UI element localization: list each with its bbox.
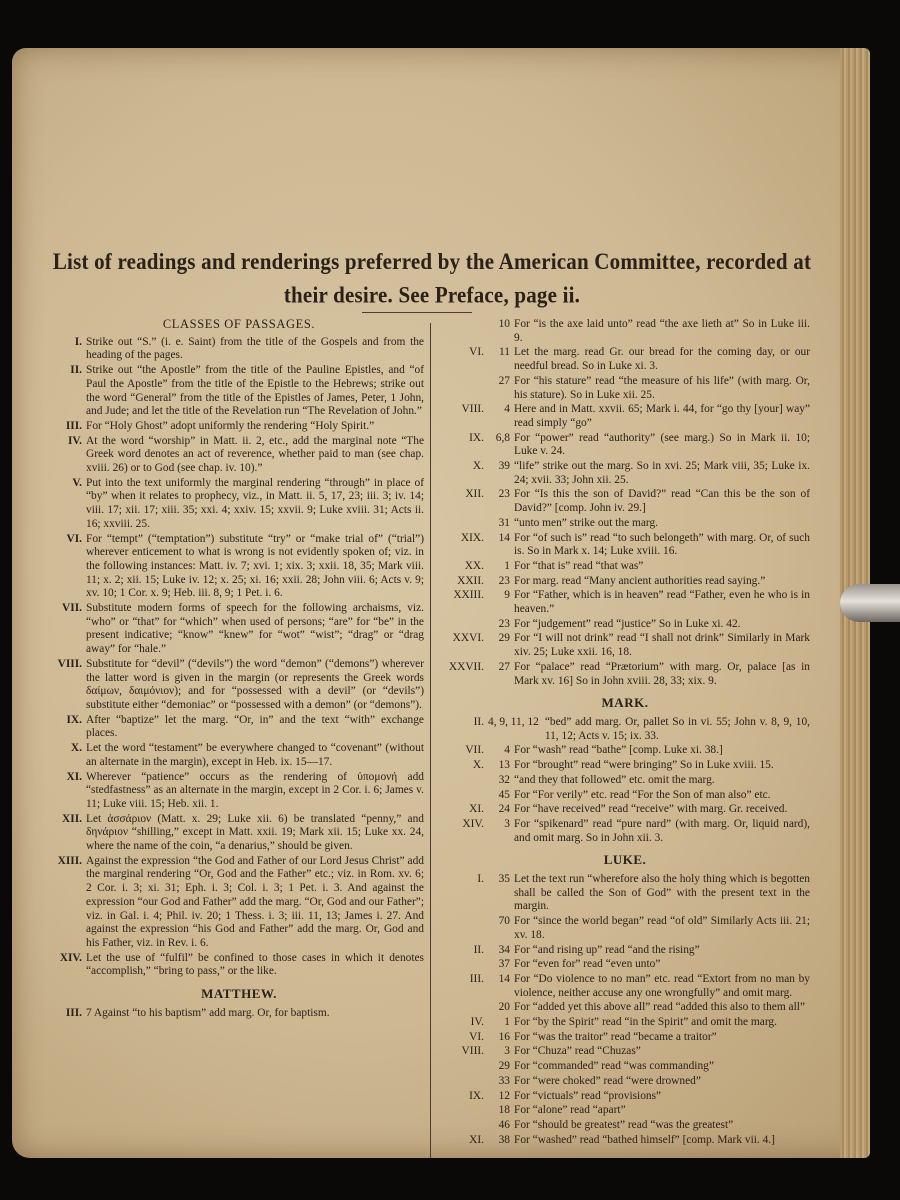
chapter-number: III. <box>65 1006 82 1019</box>
verse-number: 1 <box>504 559 510 572</box>
class-entry <box>54 602 424 657</box>
verse-number: 23 <box>498 617 510 630</box>
mark-list <box>440 716 810 845</box>
class-text: Let the use of “fulfil” be confined to those cases in which it denotes “accomplish,” “bring to pass,” or the like. <box>86 951 424 978</box>
luke-entry <box>440 1090 810 1104</box>
class-text: Let ἀσσάριον (Matt. x. 29; Luke xii. 6) be translated “penny,” and δηνάριον “shilling,” except in Matt. xxii. 19; Mark xii. 15; Luke xx. 24, where the name of the coin, “a denarius,” should be given. <box>86 812 424 853</box>
chapter-number: XIV. <box>462 817 484 830</box>
entry-text: For “Do violence to no man” etc. read “Extort from no man by violence, neither accuse any one wrongfully” and omit marg. <box>514 972 810 999</box>
chapter-number <box>440 1075 488 1089</box>
mark-entry <box>440 759 810 773</box>
verse-number: 12 <box>498 1089 510 1102</box>
class-number: IV. <box>67 434 82 447</box>
luke-entry <box>440 1001 810 1015</box>
chapter-number: XII. <box>465 488 484 501</box>
verse-number: 23 <box>498 574 510 587</box>
entry-text: For “commanded” read “was commanding” <box>514 1060 714 1073</box>
verse-number: 11 <box>499 346 510 359</box>
luke-entry <box>440 1016 810 1030</box>
matthew-entry <box>440 589 810 616</box>
verse-number: 18 <box>498 1104 510 1117</box>
entry-text: For “by the Spirit” read “in the Spirit” and omit the marg. <box>514 1016 777 1029</box>
chapter-number: IX. <box>469 431 484 444</box>
class-entry <box>54 336 424 363</box>
class-entry <box>54 658 424 713</box>
class-text: At the word “worship” in Matt. ii. 2, etc., add the marginal note “The Greek word denotes an act of reverence, whether paid to man (see chap. xviii. 26) or to God (see chap. iv. 10).” <box>86 434 424 475</box>
matthew-entry <box>440 460 810 487</box>
left-column <box>54 318 424 1021</box>
entry-text: For “brought” read “were bringing” So in Luke xviii. 15. <box>514 759 774 772</box>
class-number: VIII. <box>57 657 82 670</box>
entry-text: For “spikenard” read “pure nard” (with marg. Or, liquid nard), and omit marg. So in John xii. 3. <box>514 817 810 844</box>
verse-number: 24 <box>498 803 510 816</box>
classes-list <box>54 336 424 979</box>
entry-text: For “should be greatest” read “was the greatest” <box>514 1118 734 1131</box>
entry-text: For “Chuza” read “Chuzas” <box>514 1045 641 1058</box>
luke-entry <box>440 944 810 958</box>
chapter-number: XXVII. <box>448 660 484 673</box>
chapter-number <box>440 774 488 788</box>
luke-entry <box>440 1134 810 1148</box>
chapter-number <box>440 915 488 942</box>
chapter-number: X. <box>472 759 484 772</box>
entry-text: For “was the traitor” read “became a traitor” <box>514 1030 717 1043</box>
verse-number: 33 <box>498 1074 510 1087</box>
class-entry <box>54 533 424 602</box>
page-title <box>42 244 822 311</box>
entry-text: For “judgement” read “justice” So in Luke xi. 42. <box>514 617 741 630</box>
matthew-left-list <box>54 1007 424 1021</box>
matthew-entry <box>440 618 810 632</box>
verse-number: 45 <box>498 788 510 801</box>
entry-text: 7 Against “to his baptism” add marg. Or, for baptism. <box>86 1006 330 1019</box>
chapter-number <box>440 1001 488 1015</box>
verse-number: 4 <box>504 744 510 757</box>
entry-text: Let the marg. read Gr. our bread for the coming day, or our needful bread. So in Luke xi. 3. <box>514 346 810 373</box>
entry-text: For “victuals” read “provisions” <box>514 1089 662 1102</box>
class-entry <box>54 771 424 812</box>
class-text: For “tempt” (“temptation”) substitute “try” or “make trial of” (“trial”) wherever enticement to what is wrong is not evidently spoken of; viz. in the following instances: Matt. iv. 7; xvi. 1; xix. 3; xxii. 18, 35; Mark viii. 11; x. 2; xii. 15; Luke iv. 12; x. 25; xi. 16; xxii. 28; John viii. 6; Acts v. 9; xv. 10; 1 Cor. x. 9; Heb. iii. 8, 9; 1 Pet. i. 6. <box>86 532 424 600</box>
chapter-number: VII. <box>465 744 484 757</box>
class-number: XIV. <box>59 951 82 964</box>
title-rule <box>362 312 472 313</box>
chapter-number: XX. <box>464 559 484 572</box>
verse-number: 23 <box>498 488 510 501</box>
title-line-1: List of readings and renderings preferred by the American Committee, recorded at <box>52 247 812 275</box>
verse-number: 39 <box>498 460 510 473</box>
class-number: X. <box>70 742 82 755</box>
chapter-number: II. <box>473 943 484 956</box>
entry-text: For “alone” read “apart” <box>514 1104 626 1117</box>
chapter-number: III. <box>469 972 484 985</box>
verse-number: 29 <box>498 632 510 645</box>
verse-number: 46 <box>498 1118 510 1131</box>
verse-number: 13 <box>498 759 510 772</box>
entry-text: “unto men” strike out the marg. <box>514 516 659 529</box>
entry-text: For “wash” read “bathe” [comp. Luke xi. 38.] <box>514 744 723 757</box>
class-entry <box>54 855 424 951</box>
entry-text: For “his stature” read “the measure of his life” (with marg. Or, his stature). So in Luke xii. 25. <box>514 374 810 401</box>
page-clip <box>840 584 900 622</box>
chapter-number: XI. <box>469 803 484 816</box>
mark-entry <box>440 803 810 817</box>
title-line-2: their desire. See Preface, page ii. <box>283 281 581 309</box>
chapter-number: VIII. <box>461 1045 484 1058</box>
chapter-number: IX. <box>469 1089 484 1102</box>
luke-entry <box>440 1119 810 1133</box>
luke-entry <box>440 1075 810 1089</box>
chapter-number <box>440 318 488 345</box>
luke-entry <box>440 1045 810 1059</box>
verse-number: 16 <box>498 1030 510 1043</box>
class-entry <box>54 477 424 532</box>
entry-text: For “I will not drink” read “I shall not drink” Similarly in Mark xiv. 25; Luke xxii. 16, 18. <box>514 632 810 659</box>
luke-heading: LUKE. <box>603 852 647 868</box>
chapter-number <box>440 1119 488 1133</box>
luke-entry <box>440 873 810 914</box>
entry-text: For “For verily” etc. read “For the Son of man also” etc. <box>514 788 771 801</box>
verse-number: 29 <box>498 1060 510 1073</box>
entry-text: Let the text run “wherefore also the holy thing which is begotten shall be called the Son of God” with the present text in the margin. <box>514 873 810 913</box>
chapter-number: XXIII. <box>453 589 484 602</box>
class-text: Wherever “patience” occurs as the rendering of ὑπομονή add “stedfastness” as an alternate in the margin, except in 2 Cor. i. 6; James v. 11; Luke viii. 15; Heb. xii. 1. <box>86 770 424 810</box>
matthew-heading: MATTHEW. <box>201 986 277 1002</box>
entry-text: For “is the axe laid unto” read “the axe lieth at” So in Luke iii. 9. <box>514 318 810 344</box>
class-text: Against the expression “the God and Father of our Lord Jesus Christ” add the marginal rendering “Or, God and the Father” etc.; viz. in Rom. xv. 6; 2 Cor. i. 3; xi. 31; Eph. i. 3; Col. i. 3; 1 Pet. i. 3. And against the expression “our God and Father” add the marg. “Or, God and our Father”; viz. in Gal. i. 4; Phil. iv. 20; 1 Thess. i. 3; iii. 11, 13; James i. 27. And against the expression “his God and Father” add the marg. Or, God and his Father, viz. in Rev. i. 6. <box>86 854 424 949</box>
entry-text: For “even for” read “even unto” <box>514 958 661 971</box>
luke-entry <box>440 973 810 1000</box>
chapter-number <box>440 1104 488 1118</box>
verse-number: 70 <box>498 915 510 928</box>
luke-list <box>440 873 810 1147</box>
verse-number: 27 <box>498 374 510 387</box>
verse-number: 35 <box>498 873 510 886</box>
matthew-right-list <box>440 318 810 688</box>
chapter-number: I. <box>477 873 484 886</box>
entry-text: “bed” add marg. Or, pallet So in vi. 55; John v. 8, 9, 10, 11, 12; Acts v. 15; ix. 33. <box>544 715 810 742</box>
class-text: Substitute for “devil” (“devils”) the word “demon” (“demons”) wherever the latter word is given in the margin (or represents the Greek words δαίμων, δαιμόνιον); and for “possessed with a devil” (or “devils”) substitute either “demoniac” or “possessed with a demon” (or “demons”). <box>86 657 424 711</box>
verse-number: 14 <box>498 972 510 985</box>
right-column <box>440 318 810 1148</box>
entry-text: For marg. read “Many ancient authorities read saying.” <box>514 574 766 587</box>
chapter-number <box>440 958 488 972</box>
entry-text: For “Father, which is in heaven” read “Father, even he who is in heaven.” <box>514 589 810 616</box>
mark-entry <box>440 789 810 803</box>
entry-text: Here and in Matt. xxvii. 65; Mark i. 44, for “go thy [your] way” read simply “go” <box>514 403 810 429</box>
class-number: XI. <box>66 770 82 783</box>
entry-text: For “were choked” read “were drowned” <box>514 1074 701 1087</box>
classes-heading: CLASSES OF PASSAGES. <box>162 317 316 331</box>
verse-number: 31 <box>498 516 510 529</box>
mark-entry <box>440 716 810 743</box>
entry-text: For “Is this the son of David?” read “Can this be the son of David?” [comp. John iv. 29.] <box>514 488 810 515</box>
class-number: I. <box>74 335 82 348</box>
chapter-number: XIX. <box>460 531 484 544</box>
verse-number: 27 <box>498 660 510 673</box>
entry-text: “life” strike out the marg. So in xvi. 25; Mark viii, 35; Luke ix. 24; xvii. 33; John xii. 25. <box>514 460 810 486</box>
class-number: II. <box>70 364 82 377</box>
chapter-number: VIII. <box>461 403 484 416</box>
matthew-entry <box>440 403 810 430</box>
matthew-entry <box>440 432 810 459</box>
class-entry <box>54 714 424 741</box>
entry-text: For “added yet this above all” read “added this also to them all” <box>514 1001 805 1014</box>
chapter-number: VI. <box>469 1030 484 1043</box>
class-entry <box>54 813 424 854</box>
luke-entry <box>440 915 810 942</box>
mark-heading: MARK. <box>601 695 649 711</box>
chapter-number: XXVI. <box>452 632 484 645</box>
class-text: Strike out “S.” (i. e. Saint) from the title of the Gospels and from the heading of the pages. <box>86 335 424 362</box>
matthew-entry <box>440 318 810 345</box>
entry-text: “and they that followed” etc. omit the marg. <box>514 773 715 786</box>
entry-text: For “and rising up” read “and the rising” <box>514 943 700 956</box>
verse-number: 38 <box>498 1133 510 1146</box>
class-number: XII. <box>62 812 82 825</box>
matthew-entry <box>440 517 810 531</box>
class-number: V. <box>72 476 82 489</box>
matthew-entry <box>54 1007 424 1021</box>
verse-number: 10 <box>498 318 510 330</box>
entry-text: For “palace” read “Prætorium” with marg. Or, palace [as in Mark xv. 16] So in John xviii. 28, 33; xix. 9. <box>514 660 810 687</box>
chapter-number <box>440 517 488 531</box>
chapter-number: XI. <box>469 1133 484 1146</box>
matthew-entry <box>440 488 810 515</box>
verse-number: 34 <box>498 943 510 956</box>
class-entry <box>54 435 424 476</box>
verse-number: 32 <box>498 773 510 786</box>
chapter-number: IV. <box>470 1016 484 1029</box>
verse-number: 6,8 <box>495 431 510 444</box>
entry-text: For “that is” read “that was” <box>514 559 644 572</box>
class-number: VII. <box>62 602 82 615</box>
luke-entry <box>440 1031 810 1045</box>
verse-number: 20 <box>498 1001 510 1014</box>
chapter-number: X. <box>472 460 484 473</box>
verse-number: 1 <box>504 1016 510 1029</box>
class-text: Let the word “testament” be everywhere changed to “covenant” (without an alternate in the margin), except in Heb. ix. 15—17. <box>86 742 424 768</box>
chapter-number <box>440 789 488 803</box>
matthew-entry <box>440 560 810 574</box>
class-number: XIII. <box>57 854 82 867</box>
luke-entry <box>440 958 810 972</box>
chapter-number: VI. <box>469 346 484 359</box>
entry-text: For “since the world began” read “of old” Similarly Acts iii. 21; xv. 18. <box>514 915 810 941</box>
verse-number: 4, 9, 11, 12 <box>488 715 539 728</box>
class-number: IX. <box>66 713 82 726</box>
verse-number: 14 <box>498 531 510 544</box>
matthew-entry <box>440 346 810 373</box>
mark-entry <box>440 818 810 845</box>
chapter-number <box>440 375 488 402</box>
verse-number: 4 <box>504 403 510 416</box>
matthew-entry <box>440 661 810 688</box>
entry-text: For “power” read “authority” (see marg.) So in Mark ii. 10; Luke v. 24. <box>514 431 810 458</box>
class-text: For “Holy Ghost” adopt uniformly the rendering “Holy Spirit.” <box>86 419 375 432</box>
book-page <box>12 48 870 1158</box>
class-entry <box>54 420 424 434</box>
class-number: VI. <box>66 532 82 545</box>
matthew-entry <box>440 532 810 559</box>
matthew-entry <box>440 575 810 589</box>
class-entry <box>54 952 424 979</box>
class-entry <box>54 364 424 419</box>
class-text: Substitute modern forms of speech for the following archaisms, viz. “who” or “that” for “which” when used of persons; “are” for “be” in the present indicative; “know” “knew” for “wot” “wist”; “drag” or “drag away” for “hale.” <box>86 602 424 656</box>
entry-text: For “of such is” read “to such belongeth” with marg. Or, of such is. So in Mark x. 14; Luke xviii. 16. <box>514 531 810 558</box>
class-text: Put into the text uniformly the marginal rendering “through” in place of “by” when it relates to prophecy, viz., in Matt. ii. 5, 17, 23; iii. 3; iv. 14; viii. 17; xii. 17; xiii. 35; xxi. 4; xxiv. 15; xxvii. 9; Luke xviii. 31; Acts ii. 16; xxviii. 25. <box>86 476 424 530</box>
class-text: After “baptize” let the marg. “Or, in” and the text “with” exchange places. <box>86 713 424 740</box>
entry-text: For “have received” read “receive” with marg. Gr. received. <box>514 803 788 816</box>
mark-entry <box>440 744 810 758</box>
class-number: III. <box>65 419 82 432</box>
entry-text: For “washed” read “bathed himself” [comp. Mark vii. 4.] <box>514 1133 775 1146</box>
verse-number: 3 <box>504 817 510 830</box>
chapter-number: XXII. <box>457 574 484 587</box>
class-text: Strike out “the Apostle” from the title of the Pauline Epistles, and “of Paul the Apostle” from the title of the Epistle to the Hebrews; strike out the word “General” from the title of the Epistles of James, Peter, 1 John, and Jude; and let the title of the Revelation run “The Revelation of John.” <box>86 364 424 418</box>
chapter-number <box>440 1060 488 1074</box>
verse-number: 9 <box>504 589 510 602</box>
column-divider <box>430 323 431 1158</box>
luke-entry <box>440 1060 810 1074</box>
chapter-number: II. <box>473 715 484 728</box>
matthew-entry <box>440 375 810 402</box>
matthew-entry <box>440 632 810 659</box>
verse-number: 3 <box>504 1045 510 1058</box>
luke-entry <box>440 1104 810 1118</box>
chapter-number <box>440 618 488 632</box>
mark-entry <box>440 774 810 788</box>
class-entry <box>54 742 424 769</box>
verse-number: 37 <box>498 958 510 971</box>
